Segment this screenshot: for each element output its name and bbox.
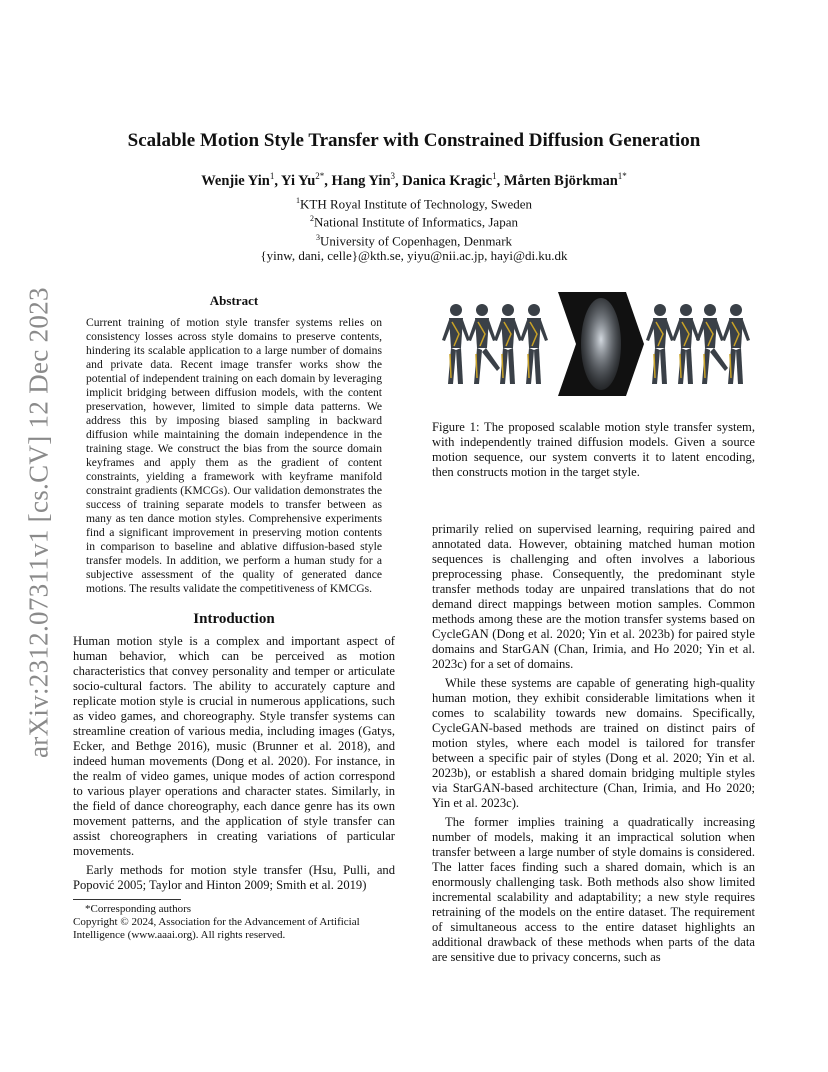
author: Yi $Yu^{2*}$, bbox=[281, 171, 332, 189]
right-paragraph-2: While these systems are capable of generating high-quality human motion, they exhibit considerable limitations when it comes to scalability towards new domains. Specifically, CycleGAN-based methods are trained on distinct pairs of motion styles, where each model is tailored for transfer between a specific pair of styles (Dong et al. 2020; Yin et al. 2023b), or establish a shared domain bridging multiple styles via StarGAN-based architecture (Chan, Irimia, and Ho 2020; Yin et al. 2023c). bbox=[432, 676, 755, 810]
intro-paragraph-2: Early methods for motion style transfer (Hsu, Pulli, and Popović 2005; Taylor and Hinton 2009; Smith et al. 2019) bbox=[73, 863, 395, 892]
arxiv-identifier: arXiv:2312.07311v1 [cs.CV] 12 Dec 2023 bbox=[23, 287, 54, 758]
target-style-dancers bbox=[646, 304, 750, 384]
right-column bbox=[432, 290, 755, 965]
copyright-notice: Copyright © 2024, Association for the Advancement of Artificial Intelligence (www.aaai.org). All rights reserved. bbox=[73, 916, 360, 941]
abstract-text: Current training of motion style transfer systems relies on consistency losses across style domains to preserve contents, hindering its scalable application to a large number of domains and private data. Recent image transfer works show the potential of independent training on each domain by leveraging implicit bridging between diffusion models, with the content preservation, however, limited to simple data patterns. We address this by imposing biased sampling in backward diffusion while maintaining the domain independence in the training stage. We construct the bias from the source domain keyframes and apply them as the gradient of content constraints, yielding a framework with keyframe manifold constraint gradients (KMCGs). Our validation demonstrates the success of training separate models to transfer between as many as ten dance motion styles. Comprehensive experiments find a significant improvement in preserving motion contents in comparison to baseline and ablative diffusion-based style transfer models. In addition, we perform a human study for a subjective assessment of the quality of generated dance motions. The results validate the competitiveness of KMCGs. bbox=[86, 316, 382, 595]
author: Mårten Björkman$^{1*}$ bbox=[503, 171, 627, 189]
abstract-heading: Abstract bbox=[209, 293, 259, 308]
dancer-figure bbox=[646, 304, 674, 384]
author: Hang Yin$^3$, bbox=[331, 171, 403, 189]
corresponding-footnote: *Corresponding authors bbox=[85, 903, 192, 915]
affiliation: $^2$National Institute of Informatics, Japan bbox=[310, 214, 518, 230]
author: Wenjie Yin$^1$, bbox=[201, 171, 282, 189]
author-list bbox=[0, 171, 828, 190]
dancer-sequence-illustration bbox=[438, 290, 750, 398]
dancer-figure bbox=[442, 304, 470, 384]
paper-title: Scalable Motion Style Transfer with Constrained Diffusion Generation bbox=[127, 130, 701, 151]
introduction-heading: Introduction bbox=[193, 611, 275, 627]
intro-paragraph-1: Human motion style is a complex and important aspect of human behavior, which can be perceived as motion characteristics that convey personality and temper or articulate socio-cultural factors. The ability to accurately capture and replicate motion style is crucial in numerous applications, such as video games, and choreography. Style transfer systems can streamline creation of various media, including images (Gatys, Ecker, and Bethge 2016), music (Brunner et al. 2018), and indeed human movements (Dong et al. 2020). For instance, in the realm of video games, unique modes of action correspond to various player operations and character states. Similarly, in the field of dance choreography, each dance genre has its own movement patterns, and the application of style transfer can assist choreographers in creating variations of particular movements. bbox=[73, 634, 395, 858]
affiliations bbox=[0, 193, 828, 263]
dancer-figure bbox=[494, 304, 522, 384]
left-column bbox=[73, 293, 395, 942]
figure-1-image bbox=[438, 290, 750, 398]
dancer-figure bbox=[672, 304, 700, 384]
footnote-rule bbox=[73, 899, 181, 900]
dancer-figure bbox=[722, 304, 750, 384]
dancer-figure bbox=[468, 304, 500, 384]
latent-ghost-figure bbox=[581, 298, 621, 390]
dancer-figure bbox=[520, 304, 548, 384]
figure-1-caption: Figure 1: The proposed scalable motion style transfer system, with independently trained diffusion models. Given a source motion sequence, our system converts it to latent encoding, then constructs motion in the target style. bbox=[432, 420, 755, 479]
right-paragraph-3: The former implies training a quadratically increasing number of models, making it an impractical solution when transfer between a large number of style domains is considered. The latter faces finding such a shared domain, which is an enormously challenging task. Both methods also show limited incremental scalability and adaptability; a new style requires retraining of the models on the entire dataset. The requirement of simultaneous access to the entire dataset highlights an additional drawback of these methods when parts of the data are sensitive due to privacy concerns, such as bbox=[432, 815, 755, 964]
right-paragraph-1: primarily relied on supervised learning, requiring paired and annotated data. However, obtaining matched human motion sequences is challenging and often involves a laborious preprocessing phase. Consequently, the predominant style transfer methods today are unpaired translations that do not demand direct mappings between motion samples. Common methods among these are the motion transfer systems based on CycleGAN (Dong et al. 2020; Yin et al. 2023b) for paired style domains and StarGAN (Chan, Irimia, and Ho 2020; Yin et al. 2023c) for a set of domains. bbox=[432, 522, 755, 671]
affiliation: $^1$KTH Royal Institute of Technology, Sweden bbox=[296, 196, 532, 212]
source-style-dancers bbox=[442, 304, 548, 384]
author: Danica Kragic$^1$, bbox=[402, 171, 504, 189]
author-emails: {yinw, dani, celle}@kth.se, yiyu@nii.ac.jp, hayi@di.ku.dk bbox=[260, 247, 568, 263]
dancer-figure bbox=[696, 304, 728, 384]
affiliation: $^3$University of Copenhagen, Denmark bbox=[315, 232, 513, 248]
